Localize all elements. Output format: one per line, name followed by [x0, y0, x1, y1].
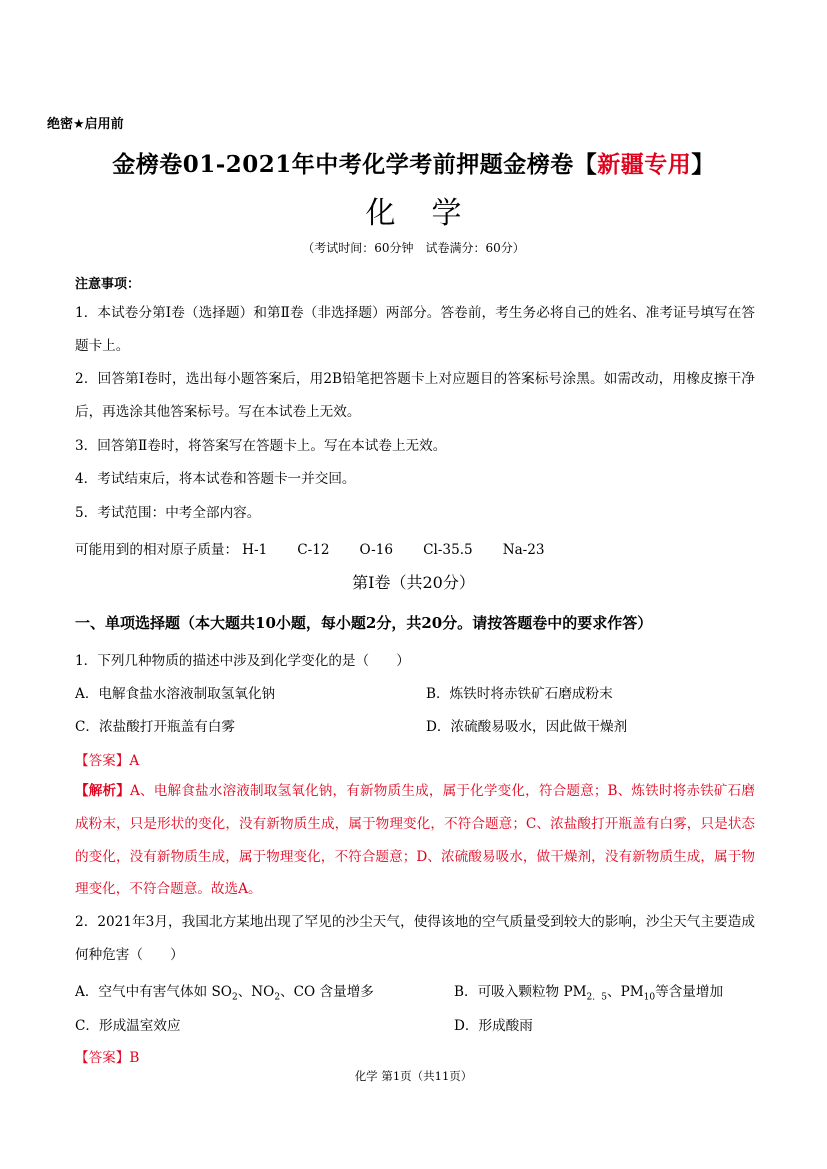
confidential-label: 绝密★启用前 [47, 117, 124, 132]
title-bracket-open: 【 [573, 151, 598, 178]
subject-heading: 化学 [365, 196, 498, 231]
notice-item-2: 2．回答第Ⅰ卷时，选出每小题答案后，用2B铅笔把答题卡上对应题目的答案标号涂黑。如需改动，用橡皮擦干净后，再选涂其他答案标号。写在本试卷上无效。 [75, 371, 755, 420]
exam-info: （考试时间：60分钟 试卷满分：60分） [302, 241, 525, 255]
q2-option-a-sub2: 2 [274, 992, 281, 1003]
q1-answer-label: 【答案】 [75, 753, 130, 769]
q1-stem: 1．下列几种物质的描述中涉及到化学变化的是（ ） [75, 653, 410, 669]
q2-option-c: C．形成温室效应 [75, 1018, 181, 1034]
q1-analysis [75, 775, 755, 906]
mass-o: O-16 [359, 542, 394, 558]
part-heading: 一、单项选择题（本大题共10小题，每小题2分，共20分。请按答题卷中的要求作答） [75, 614, 653, 632]
q2-option-d: D．形成酸雨 [454, 1018, 533, 1034]
notice-item-5: 5．考试范围：中考全部内容。 [75, 505, 261, 521]
q1-answer [75, 749, 139, 769]
q2-option-a-text: A．空气中有害气体如 SO [75, 984, 232, 1000]
q2-answer-value: B [129, 1050, 140, 1066]
paper-title [0, 146, 827, 179]
q1-option-b: B．炼铁时将赤铁矿石磨成粉末 [426, 686, 613, 702]
q2-answer-label: 【答案】 [75, 1050, 130, 1066]
section-title: 第Ⅰ卷（共20分） [352, 573, 475, 592]
q1-analysis-text: A、电解食盐水溶液制取氢氧化钠，有新物质生成，属于化学变化，符合题意；B、炼铁时将赤铁矿石磨成粉末，只是形状的变化，没有新物质生成，属于物理变化，不符合题意；C、浓盐酸打开瓶盖有白雾，只是状态的变化，没有新物质生成，属于物理变化，不符合题意；D、浓硫酸易吸水，做干燥剂，没有新物质生成，属于物理变化，不符合题意。故选A。 [75, 783, 755, 898]
q2-option-a [75, 980, 374, 1003]
q2-option-a-sub1: 2 [231, 992, 238, 1003]
q1-option-c: C．浓盐酸打开瓶盖有白雾 [75, 719, 235, 735]
q2-option-b-post: 等含量增加 [655, 984, 724, 1000]
q2-option-a-post: 、CO 含量增多 [280, 984, 374, 1000]
title-region: 新疆专用 [597, 151, 692, 178]
notice-item-3: 3．回答第Ⅱ卷时，将答案写在答题卡上。写在本试卷上无效。 [75, 438, 447, 454]
q1-option-d: D．浓硫酸易吸水，因此做干燥剂 [426, 719, 628, 735]
q2-option-b-sub1: 2．5 [586, 992, 607, 1003]
q2-answer [75, 1046, 139, 1066]
mass-c: C-12 [297, 542, 330, 558]
q1-answer-value: A [129, 753, 140, 769]
notice-item-1: 1．本试卷分第Ⅰ卷（选择题）和第Ⅱ卷（非选择题）两部分。答卷前，考生务必将自己的姓名、准考证号填写在答题卡上。 [75, 305, 755, 354]
mass-na: Na-23 [502, 542, 545, 558]
atomic-mass-line [75, 538, 575, 558]
atomic-mass-label: 可能用到的相对原子质量： [75, 542, 239, 558]
title-main: 金榜卷01-2021年中考化学考前押题金榜卷 [112, 151, 574, 178]
q2-option-b-sub2: 10 [643, 992, 656, 1003]
page-footer: 化学 第1页（共11页） [354, 1069, 473, 1083]
q2-stem: 2．2021年3月，我国北方某地出现了罕见的沙尘天气，使得该地的空气质量受到较大的影响，沙尘天气主要造成何种危害（ ） [75, 914, 755, 963]
q2-option-b-mid: 、PM [607, 984, 644, 1000]
q2-option-a-mid: 、NO [237, 984, 275, 1000]
notice-heading: 注意事项： [75, 277, 141, 292]
q2-option-b-text: B．可吸入颗粒物 PM [454, 984, 587, 1000]
mass-h: H-1 [242, 542, 268, 558]
title-bracket-close: 】 [691, 151, 715, 178]
q2-option-b [454, 980, 723, 1003]
mass-cl: Cl-35.5 [423, 542, 473, 558]
q1-option-a: A．电解食盐水溶液制取氢氧化钠 [75, 686, 276, 702]
q1-analysis-label: 【解析】 [75, 783, 131, 799]
notice-item-4: 4．考试结束后，将本试卷和答题卡一并交回。 [75, 471, 356, 487]
